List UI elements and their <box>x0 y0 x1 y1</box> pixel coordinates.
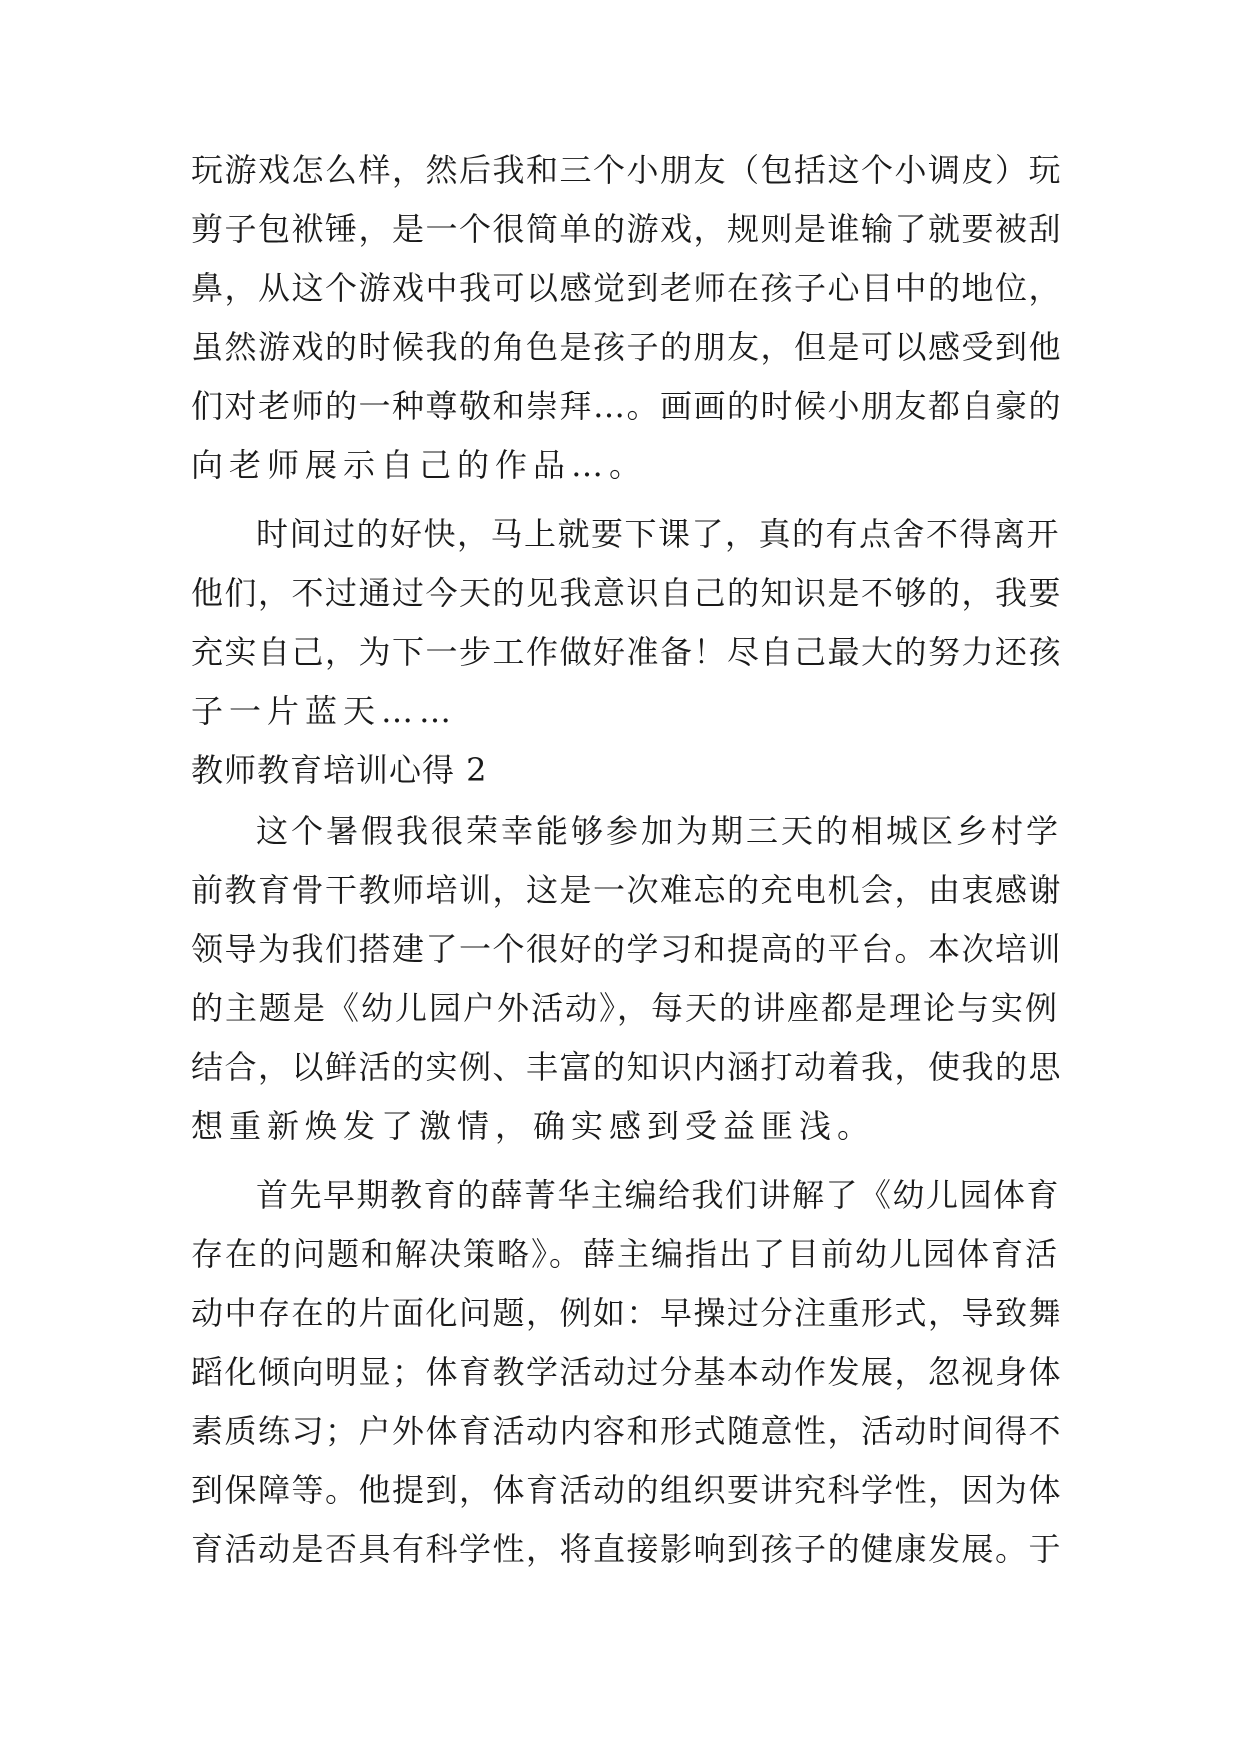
paragraph-3-line: 领导为我们搭建了一个很好的学习和提高的平台。本次培训 <box>191 930 1063 968</box>
paragraph-3-line: 这个暑假我很荣幸能够参加为期三天的相城区乡村学 <box>256 812 1062 850</box>
paragraph-4-line: 素质练习；户外体育活动内容和形式随意性，活动时间得不 <box>191 1412 1063 1450</box>
paragraph-4-line: 蹈化倾向明显；体育教学活动过分基本动作发展，忽视身体 <box>191 1353 1063 1391</box>
paragraph-1-line: 向老师展示自己的作品…。 <box>191 446 648 484</box>
paragraph-1-line: 剪子包袱锤，是一个很简单的游戏，规则是谁输了就要被刮 <box>191 210 1063 248</box>
paragraph-3-line: 想重新焕发了激情，确实感到受益匪浅。 <box>191 1107 876 1145</box>
paragraph-1-line: 虽然游戏的时候我的角色是孩子的朋友，但是可以感受到他 <box>191 328 1063 366</box>
paragraph-2-line: 时间过的好快，马上就要下课了，真的有点舍不得离开 <box>256 515 1061 553</box>
paragraph-4-line: 动中存在的片面化问题，例如：早操过分注重形式，导致舞 <box>191 1294 1063 1332</box>
paragraph-4-line: 到保障等。他提到，体育活动的组织要讲究科学性，因为体 <box>191 1471 1063 1509</box>
paragraph-3-line: 的主题是《幼儿园户外活动》，每天的讲座都是理论与实例 <box>191 989 1060 1027</box>
paragraph-2-line: 充实自己，为下一步工作做好准备！尽自己最大的努力还孩 <box>191 633 1063 671</box>
paragraph-1-line: 鼻，从这个游戏中我可以感觉到老师在孩子心目中的地位， <box>191 269 1063 307</box>
paragraph-1-line: 们对老师的一种尊敬和崇拜…。画画的时候小朋友都自豪的 <box>191 387 1063 425</box>
paragraph-1-line: 玩游戏怎么样，然后我和三个小朋友（包括这个小调皮）玩 <box>191 151 1063 189</box>
paragraph-4-line: 存在的问题和解决策略》。薛主编指出了目前幼儿园体育活 <box>191 1235 1060 1273</box>
paragraph-3-line: 结合，以鲜活的实例、丰富的知识内涵打动着我，使我的思 <box>191 1048 1063 1086</box>
paragraph-4-line: 首先早期教育的薛菁华主编给我们讲解了《幼儿园体育 <box>256 1176 1061 1214</box>
paragraph-4-line: 育活动是否具有科学性，将直接影响到孩子的健康发展。于 <box>191 1530 1063 1568</box>
paragraph-3-line: 前教育骨干教师培训，这是一次难忘的充电机会，由衷感谢 <box>191 871 1063 909</box>
section-heading: 教师教育培训心得 2 <box>191 751 488 789</box>
paragraph-2-line: 他们，不过通过今天的见我意识自己的知识是不够的，我要 <box>191 574 1063 612</box>
paragraph-2-line: 子一片蓝天…… <box>191 692 458 730</box>
